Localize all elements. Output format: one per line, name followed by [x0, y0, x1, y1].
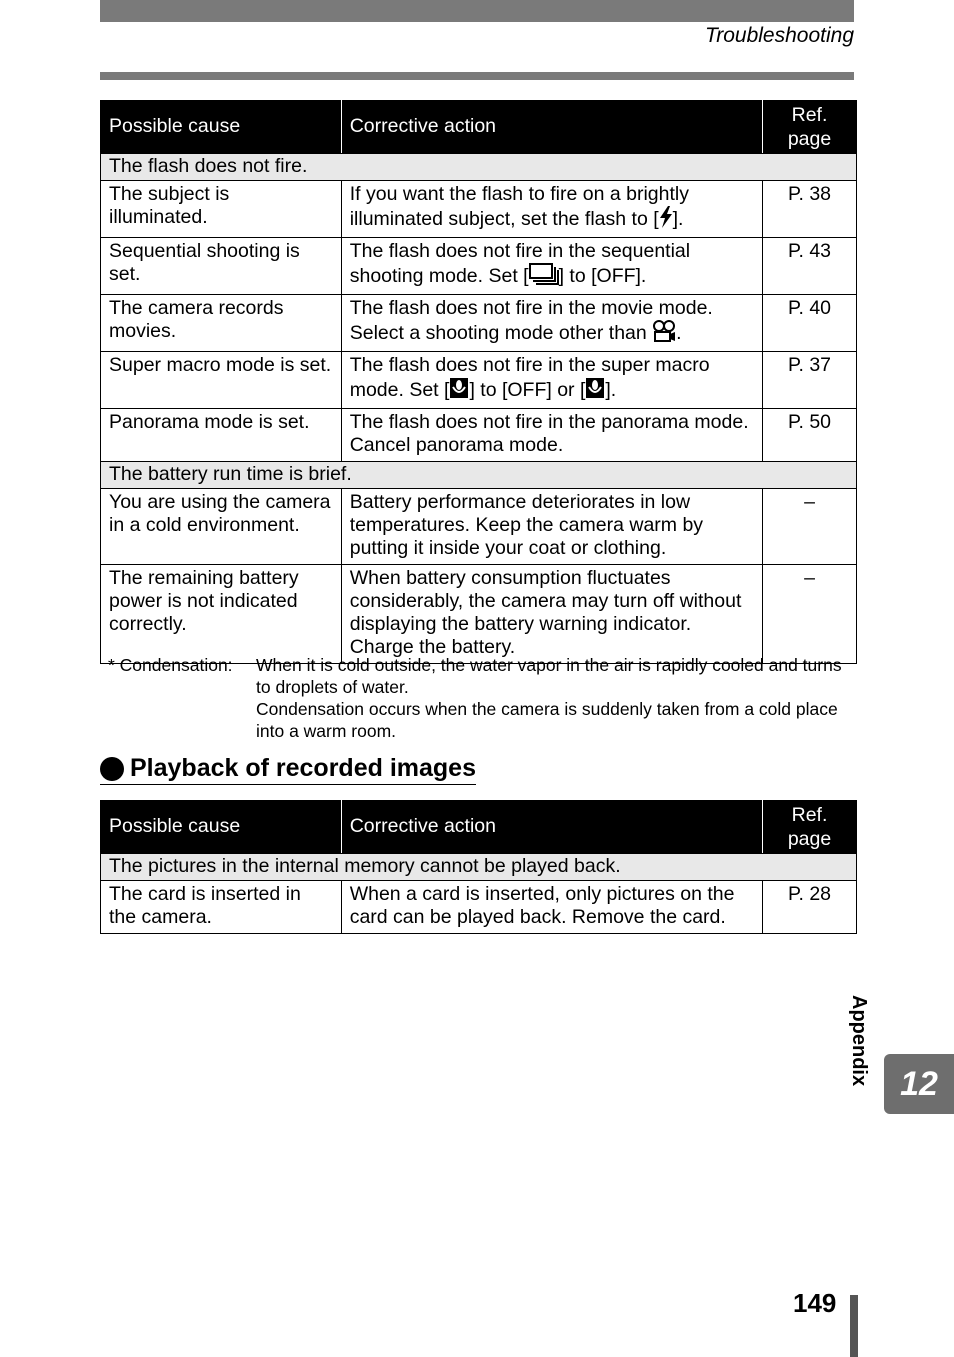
- chapter-tab: 12: [884, 1054, 954, 1114]
- cause-cell: The card is inserted in the camera.: [101, 881, 342, 934]
- section-row-battery: [101, 462, 857, 489]
- side-label: Appendix: [848, 995, 870, 1087]
- table-row: [101, 181, 857, 238]
- action-cell: Battery performance deteriorates in low temperatures. Keep the camera warm by putting it inside your coat or clothing.: [341, 489, 762, 565]
- cause-cell: The remaining battery power is not indicated correctly.: [101, 565, 342, 664]
- section-heading: [100, 754, 476, 785]
- note-label: * Condensation:: [108, 655, 233, 675]
- table-row: [101, 489, 857, 565]
- table-row: [101, 238, 857, 295]
- table-header-row: [101, 801, 857, 854]
- action-cell: The flash does not fire in the panorama mode. Cancel panorama mode.: [341, 409, 762, 462]
- cause-cell: The subject is illuminated.: [101, 181, 342, 238]
- header-action: Corrective action: [341, 801, 762, 854]
- section-title: The battery run time is brief.: [101, 462, 857, 489]
- ref-cell: P. 40: [763, 295, 857, 352]
- macro-icon: [449, 377, 469, 405]
- table-row: [101, 881, 857, 934]
- cause-cell: Sequential shooting is set.: [101, 238, 342, 295]
- flash-icon: [659, 206, 673, 234]
- note-line: Condensation occurs when the camera is suddenly taken from a cold place into a warm room.: [256, 699, 838, 741]
- section-title: The pictures in the internal memory cannot be played back.: [101, 854, 857, 881]
- table-row: [101, 352, 857, 409]
- section-heading-text: Playback of recorded images: [130, 754, 476, 782]
- flash-battery-table: [100, 100, 857, 664]
- action-cell: The flash does not fire in the sequential shooting mode. Set [ ] to [OFF].: [341, 238, 762, 295]
- action-cell: When a card is inserted, only pictures on the card can be played back. Remove the card.: [341, 881, 762, 934]
- action-cell: The flash does not fire in the super macro mode. Set [ ] to [OFF] or [ ].: [341, 352, 762, 409]
- action-cell: The flash does not fire in the movie mode. Select a shooting mode other than .: [341, 295, 762, 352]
- running-head: Troubleshooting: [704, 24, 854, 47]
- condensation-note: [108, 654, 858, 742]
- ref-cell: P. 43: [763, 238, 857, 295]
- table-row: [101, 295, 857, 352]
- section-row-flash: [101, 154, 857, 181]
- section-title: The flash does not fire.: [101, 154, 857, 181]
- bullet-icon: [100, 757, 124, 781]
- cause-cell: Super macro mode is set.: [101, 352, 342, 409]
- header-rule: [100, 72, 854, 80]
- macro-icon: [585, 377, 605, 405]
- section-row-playback: [101, 854, 857, 881]
- ref-cell: P. 38: [763, 181, 857, 238]
- ref-cell: –: [763, 489, 857, 565]
- ref-cell: P. 37: [763, 352, 857, 409]
- header-action: Corrective action: [341, 101, 762, 154]
- page-number: 149: [793, 1288, 837, 1318]
- sequential-icon: [529, 263, 559, 291]
- table-row: [101, 565, 857, 664]
- page-number-bar: [850, 1295, 858, 1357]
- action-cell: When battery consumption fluctuates considerably, the camera may turn off without displaying the battery warning indicator. Charge the battery.: [341, 565, 762, 664]
- note-body: [256, 654, 858, 742]
- table-row: [101, 409, 857, 462]
- header-cause: Possible cause: [101, 101, 342, 154]
- top-rule: [100, 0, 854, 22]
- header-ref: Ref. page: [763, 801, 857, 854]
- table-header-row: [101, 101, 857, 154]
- header-ref: Ref. page: [763, 101, 857, 154]
- action-cell: If you want the flash to fire on a brightly illuminated subject, set the flash to [ ].: [341, 181, 762, 238]
- ref-cell: –: [763, 565, 857, 664]
- ref-cell: P. 28: [763, 881, 857, 934]
- cause-cell: You are using the camera in a cold environment.: [101, 489, 342, 565]
- cause-cell: The camera records movies.: [101, 295, 342, 352]
- ref-cell: P. 50: [763, 409, 857, 462]
- header-cause: Possible cause: [101, 801, 342, 854]
- playback-table: [100, 800, 857, 934]
- cause-cell: Panorama mode is set.: [101, 409, 342, 462]
- movie-icon: [652, 320, 676, 348]
- note-line: When it is cold outside, the water vapor in the air is rapidly cooled and turns to droplets of water.: [256, 655, 842, 697]
